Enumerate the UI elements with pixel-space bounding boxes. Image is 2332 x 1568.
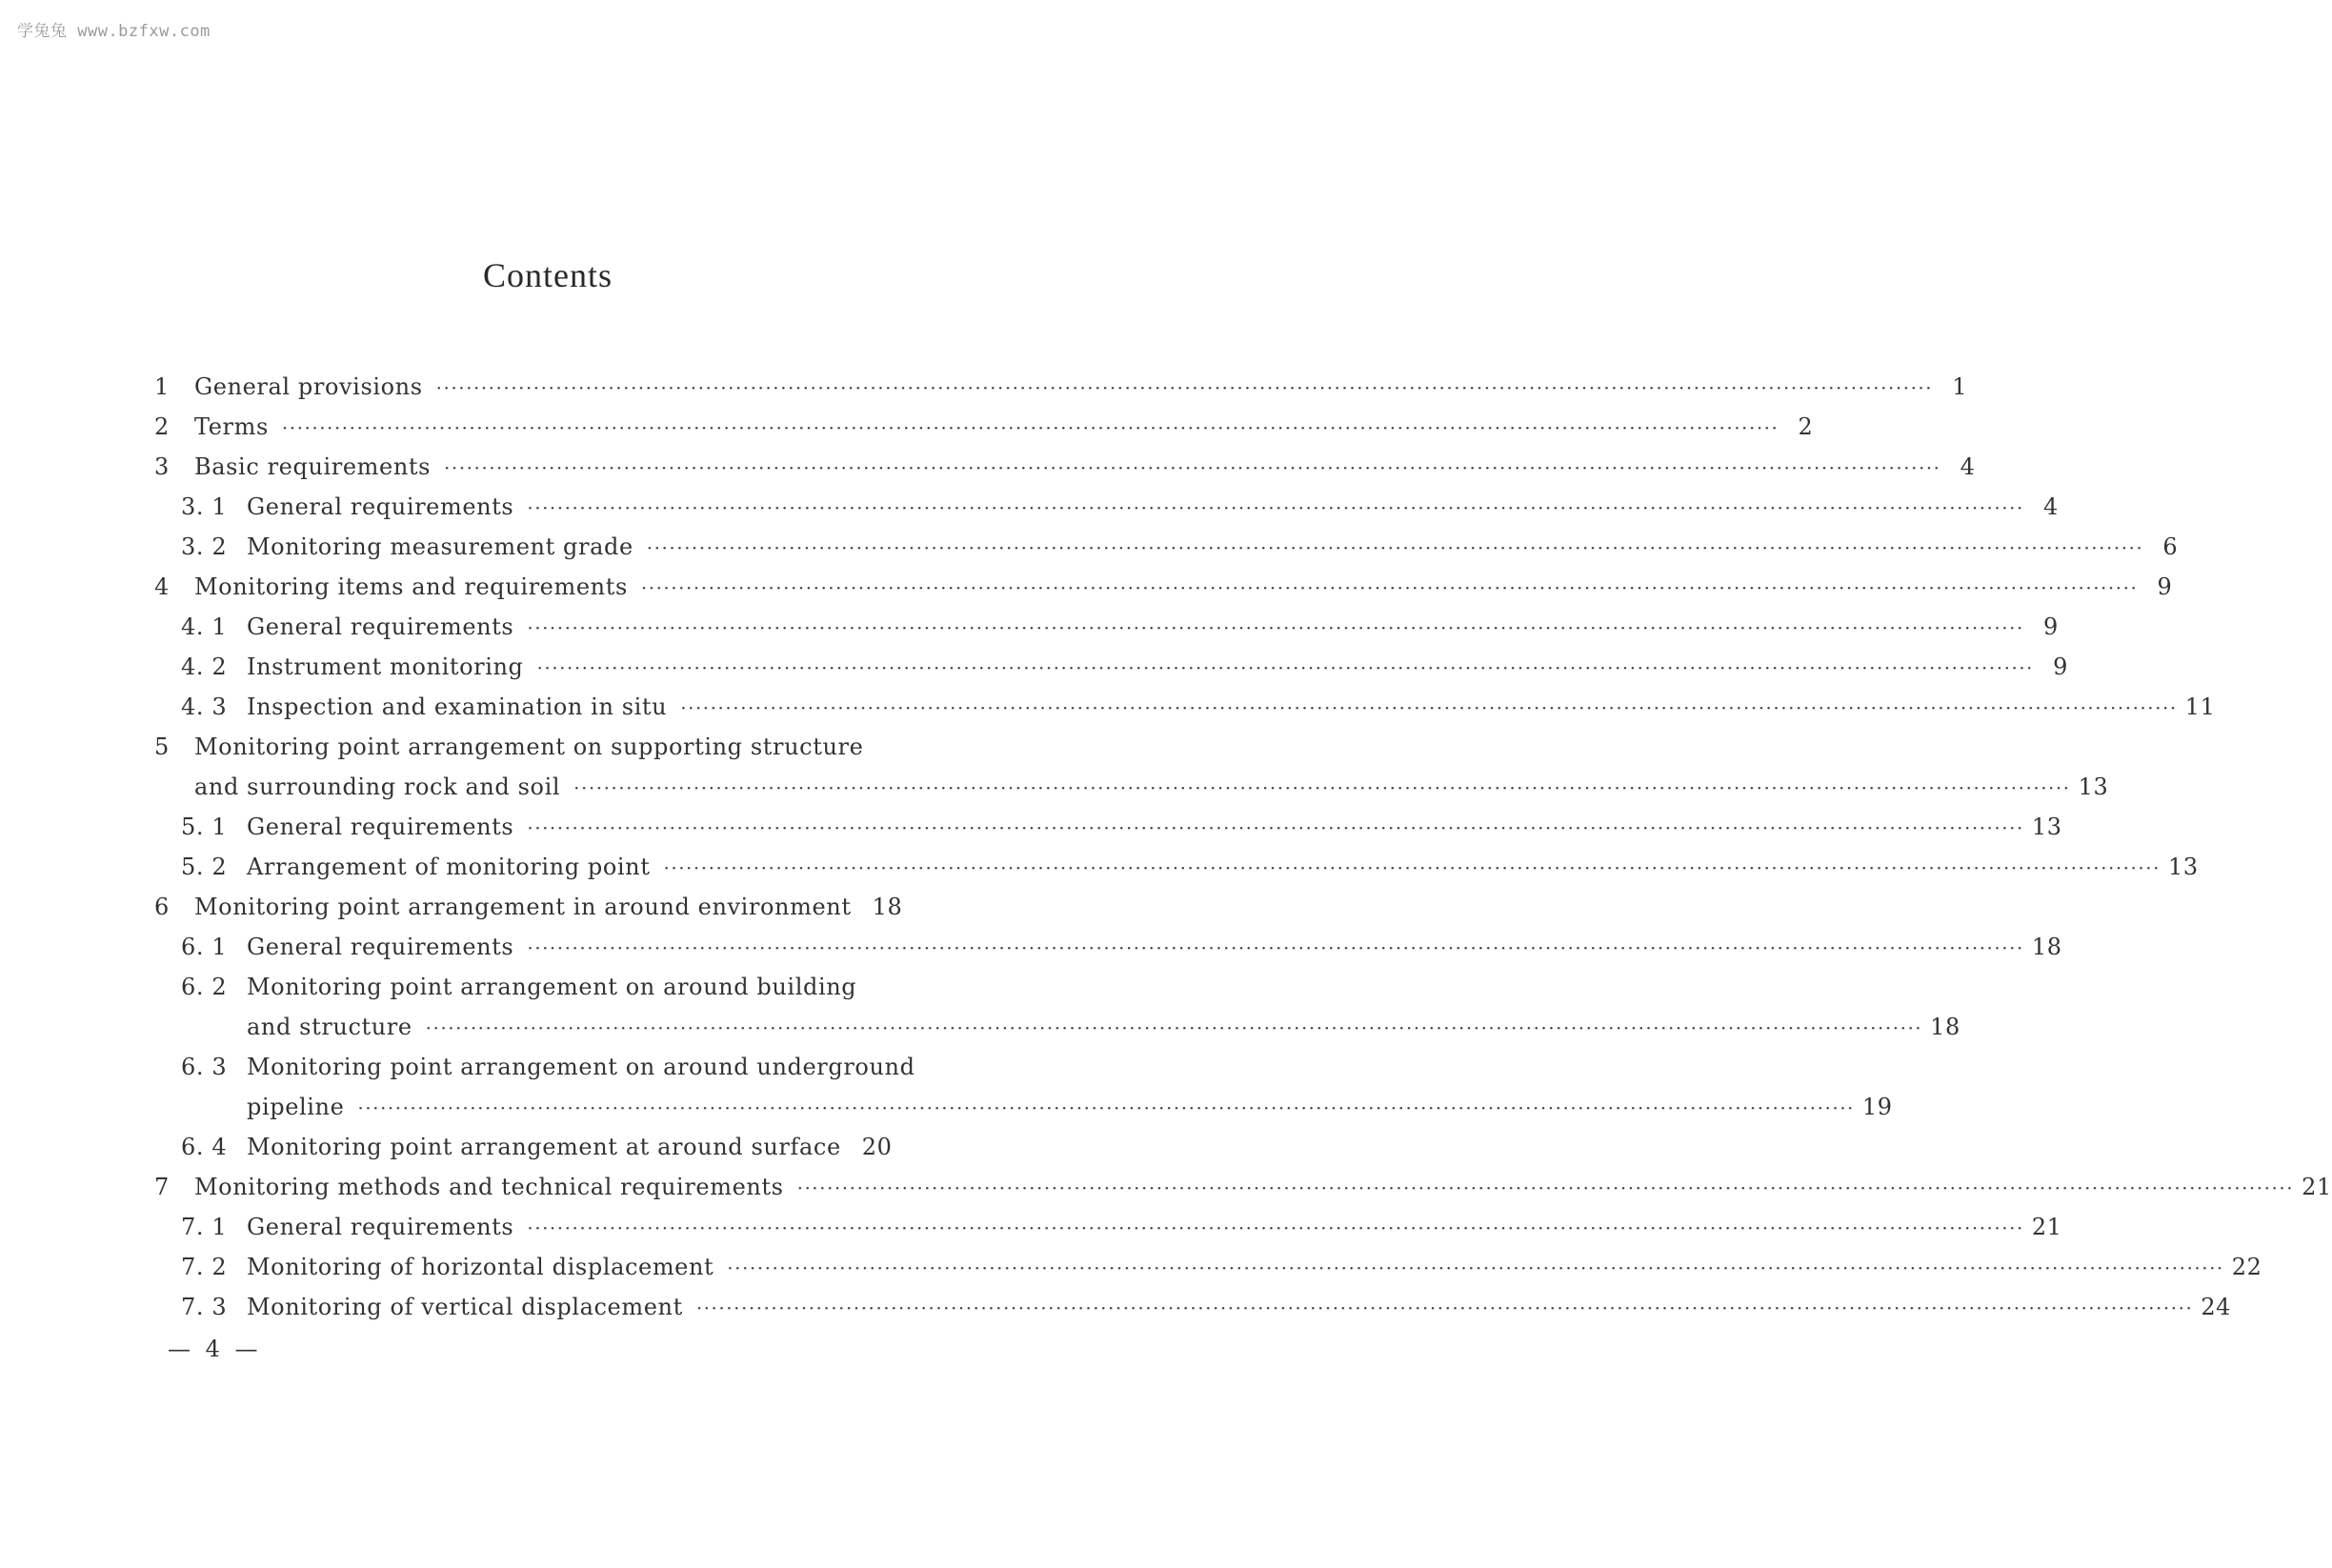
toc-entry-page: 9: [2042, 613, 2059, 640]
toc-entry[interactable]: [194, 366, 1968, 408]
toc-entry-title: Arrangement of monitoring point: [247, 854, 651, 880]
toc-entry-number: 3: [154, 453, 170, 480]
toc-entry-number: 5. 1: [181, 814, 228, 840]
toc-entry[interactable]: [247, 526, 2179, 568]
toc-entry[interactable]: [194, 566, 2173, 608]
toc-entry-page: 18: [1930, 1014, 1960, 1040]
dot-leader: ········································································································································································································: [646, 536, 2144, 559]
toc-entry[interactable]: [247, 1206, 2062, 1248]
toc-entry-number: 3. 1: [181, 493, 228, 520]
toc-entry-page: 13: [2078, 774, 2109, 800]
toc-entry[interactable]: [194, 406, 1814, 448]
toc-entry[interactable]: [247, 926, 2062, 968]
toc-entry[interactable]: [247, 606, 2059, 648]
toc-entry-title: Inspection and examination in situ: [247, 694, 668, 720]
toc-entry-continuation[interactable]: [247, 1006, 1960, 1048]
page-title: Contents: [482, 256, 613, 294]
toc-entry-page: 1: [1952, 373, 1968, 400]
dot-leader: ········································································································································································································: [680, 696, 2178, 719]
toc-entry-page: 4: [1960, 453, 1976, 480]
dot-leader: ········································································································································································································: [527, 616, 2024, 639]
toc-entry-title-continued: pipeline: [247, 1094, 345, 1120]
toc-entry-title: General requirements: [247, 934, 514, 960]
toc-entry[interactable]: [194, 1166, 2332, 1208]
toc-entry-number: 4. 1: [181, 613, 228, 640]
toc-entry-title: Monitoring of horizontal displacement: [247, 1254, 714, 1280]
toc-entry-number: 4. 3: [181, 694, 228, 720]
toc-entry-title-continued: and structure: [247, 1014, 412, 1040]
toc-entry-page: 18: [2031, 934, 2062, 960]
dot-leader: ········································································································································································································: [435, 376, 1934, 399]
toc-entry[interactable]: [247, 1286, 2232, 1328]
toc-entry-title: General provisions: [194, 373, 423, 400]
toc-entry-page: 21: [2302, 1174, 2332, 1200]
dot-leader: ········································································································································································································: [527, 816, 2024, 839]
toc-entry-title: Basic requirements: [194, 453, 432, 480]
toc-entry-page: 19: [1861, 1094, 1893, 1120]
toc-entry[interactable]: [194, 886, 903, 928]
toc-entry-title: Monitoring point arrangement on around underground: [247, 1054, 915, 1080]
toc-entry-page: 18: [872, 894, 903, 920]
dot-leader: ········································································································································································································: [527, 936, 2024, 959]
toc-entry-title: Monitoring items and requirements: [194, 573, 628, 600]
toc-entry[interactable]: [247, 1046, 915, 1088]
dot-leader: ········································································································································································································: [796, 1176, 2295, 1199]
toc-entry-title: General requirements: [247, 493, 514, 520]
toc-entry-number: 7. 2: [181, 1254, 228, 1280]
toc-entry[interactable]: [247, 1126, 893, 1168]
toc-entry-number: 1: [154, 373, 170, 400]
toc-entry-number: 7. 3: [181, 1294, 228, 1320]
toc-entry[interactable]: [247, 686, 2216, 728]
toc-entry-number: 4: [154, 573, 170, 600]
toc-entry-title: General requirements: [247, 814, 514, 840]
toc-entry-title: General requirements: [247, 1214, 514, 1240]
toc-entry-number: 6. 3: [181, 1054, 228, 1080]
toc-entry-page: 2: [1798, 413, 1814, 440]
toc-entry-number: 6: [154, 894, 170, 920]
toc-entry-title: Monitoring point arrangement in around environment: [194, 894, 852, 920]
toc-entry-number: 3. 2: [181, 533, 228, 560]
toc-entry-title: Monitoring methods and technical requirements: [194, 1174, 784, 1200]
toc-entry-number: 7: [154, 1174, 170, 1200]
toc-entry-number: 2: [154, 413, 170, 440]
watermark: 学兔兔 www.bzfxw.com: [17, 22, 211, 41]
toc-entry-title: Monitoring point arrangement at around surface: [247, 1134, 841, 1160]
toc-entry-title-continued: and surrounding rock and soil: [194, 774, 561, 800]
dot-leader: ········································································································································································································: [727, 1256, 2224, 1279]
toc-entry-number: 4. 2: [181, 653, 228, 680]
toc-entry-title: General requirements: [247, 613, 514, 640]
toc-entry-page: 13: [2031, 814, 2062, 840]
toc-entry-page: 4: [2042, 493, 2059, 520]
dot-leader: ········································································································································································································: [573, 776, 2071, 799]
toc-entry-number: 6. 2: [181, 974, 228, 1000]
dot-leader: ········································································································································································································: [663, 856, 2161, 879]
toc-entry-title: Terms: [194, 413, 269, 440]
toc-entry-title: Monitoring point arrangement on supporting structure: [194, 734, 864, 760]
toc-entry-title: Monitoring measurement grade: [247, 533, 633, 560]
toc-entry-title: Instrument monitoring: [247, 653, 524, 680]
dot-leader: ········································································································································································································: [357, 1096, 1855, 1119]
toc-entry-page: 11: [2184, 694, 2216, 720]
toc-entry[interactable]: [247, 966, 890, 1008]
toc-entry-number: 5: [154, 734, 170, 760]
footer-page-number: — 4 —: [168, 1336, 262, 1362]
dot-leader: ········································································································································································································: [444, 456, 1941, 479]
dot-leader: ········································································································································································································: [640, 576, 2139, 599]
toc-entry-page: 22: [2231, 1254, 2262, 1280]
toc-entry-page: 21: [2031, 1214, 2062, 1240]
toc-entry-title: Monitoring of vertical displacement: [247, 1294, 683, 1320]
dot-leader: ········································································································································································································: [425, 1016, 1923, 1039]
toc-entry-number: 6. 1: [181, 934, 228, 960]
toc-entry-page: 20: [861, 1134, 893, 1160]
toc-entry-number: 5. 2: [181, 854, 228, 880]
dot-leader: ········································································································································································································: [281, 416, 1779, 439]
toc-entry-page: 6: [2162, 533, 2179, 560]
page-number: 4: [205, 1336, 224, 1362]
toc-entry[interactable]: [194, 726, 890, 768]
dot-leader: ········································································································································································································: [536, 656, 2035, 679]
toc-entry-page: 9: [2053, 653, 2069, 680]
toc-entry[interactable]: [247, 1246, 2262, 1288]
toc-entry-continuation[interactable]: [194, 766, 2109, 808]
toc-entry-page: 24: [2201, 1294, 2232, 1320]
toc-entry[interactable]: [247, 486, 2059, 528]
toc-entry-number: 6. 4: [181, 1134, 228, 1160]
toc-entry-number: 7. 1: [181, 1214, 228, 1240]
toc-entry[interactable]: [247, 846, 2199, 888]
toc-entry[interactable]: [247, 806, 2062, 848]
dot-leader: ········································································································································································································: [527, 1216, 2024, 1239]
dot-leader: ········································································································································································································: [527, 496, 2024, 519]
toc-entry-page: 13: [2167, 854, 2199, 880]
toc-entry[interactable]: [247, 646, 2069, 688]
toc-entry[interactable]: [194, 446, 1976, 488]
dot-leader: ········································································································································································································: [695, 1297, 2194, 1319]
toc-entry-title: Monitoring point arrangement on around building: [247, 974, 857, 1000]
toc-entry-continuation[interactable]: [247, 1086, 1893, 1128]
toc-entry-page: 9: [2157, 573, 2173, 600]
